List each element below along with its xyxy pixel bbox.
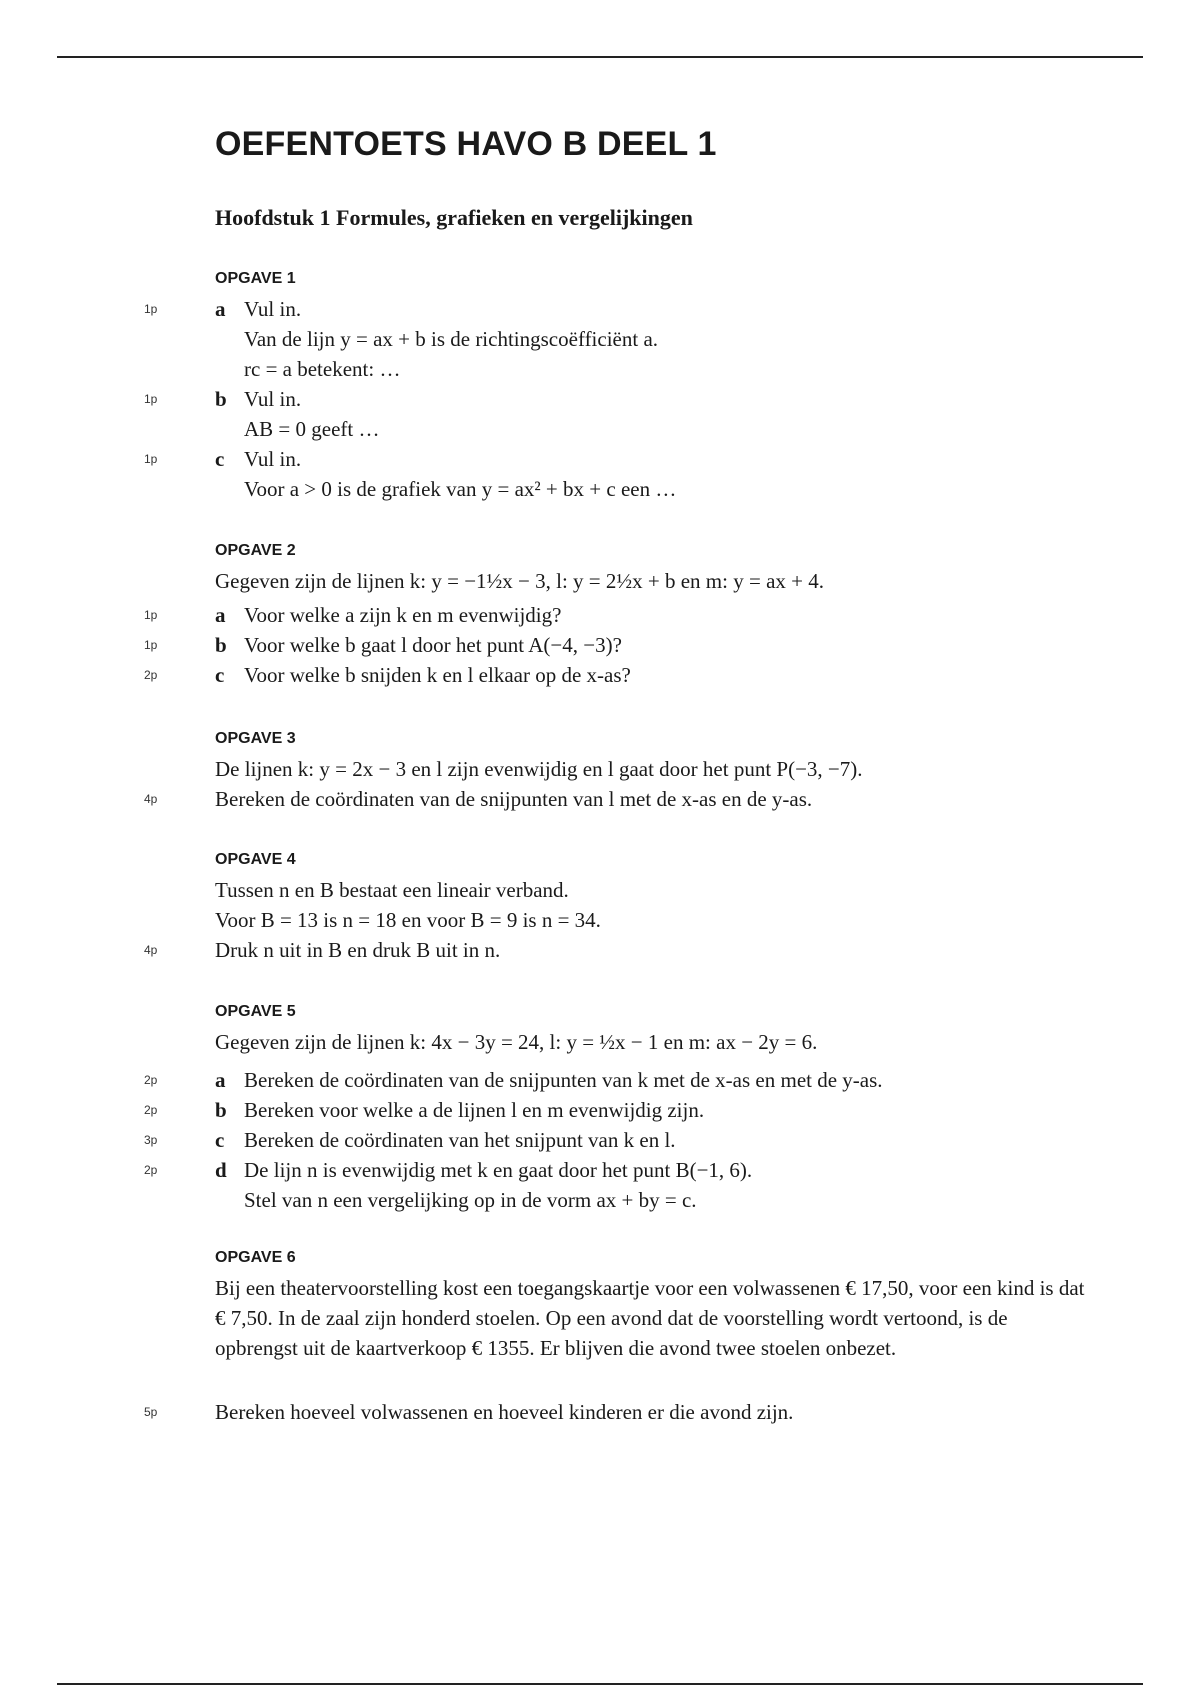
opgave-heading: OPGAVE 6: [215, 1249, 296, 1266]
question-letter: c: [215, 447, 225, 471]
question-line: [0, 905, 1200, 935]
question-text: Voor welke a zijn k en m evenwijdig?: [244, 603, 562, 627]
question-line: [0, 935, 1200, 965]
intro-line: [0, 1027, 1200, 1057]
points: 2p: [144, 1163, 158, 1177]
opgave-heading: OPGAVE 3: [215, 730, 296, 747]
intro-line: [0, 566, 1200, 596]
question-line: [0, 474, 1200, 504]
points: 2p: [144, 1073, 158, 1087]
question-letter: a: [215, 1068, 226, 1092]
opgave-heading: OPGAVE 2: [215, 542, 296, 559]
question-line: [0, 324, 1200, 354]
question-line: [0, 1095, 1200, 1125]
question-text: AB = 0 geeft …: [244, 417, 380, 441]
intro-line: [0, 875, 1200, 905]
question-text: Bereken de coördinaten van de snijpunten van k met de x-as en met de y-as.: [244, 1068, 883, 1092]
document-title: OEFENTOETS HAVO B DEEL 1: [215, 125, 717, 163]
points: 2p: [144, 668, 158, 682]
question-line: [0, 384, 1200, 414]
question-text: Van de lijn y = ax + b is de richtingscoëfficiënt a.: [244, 327, 659, 351]
question-text: Voor welke b snijden k en l elkaar op de x-as?: [244, 663, 631, 687]
question-letter: b: [215, 387, 227, 411]
question-text: Vul in.: [244, 447, 302, 471]
question-line: [0, 1397, 1200, 1427]
points: 4p: [144, 792, 158, 806]
question-text: Druk n uit in B en druk B uit in n.: [215, 938, 501, 962]
points: 1p: [144, 608, 158, 622]
question-text: Voor welke b gaat l door het punt A(−4, −3)?: [244, 633, 622, 657]
question-text: Bereken hoeveel volwassenen en hoeveel kinderen er die avond zijn.: [215, 1400, 794, 1424]
points: 1p: [144, 392, 158, 406]
intro-text: Gegeven zijn de lijnen k: y = −1½x − 3, l: y = 2½x + b en m: y = ax + 4.: [215, 569, 824, 593]
question-line: [0, 600, 1200, 630]
question-letter: c: [215, 1128, 225, 1152]
intro-line: [0, 754, 1200, 784]
opgave-heading: OPGAVE 1: [215, 270, 296, 287]
intro-text: De lijnen k: y = 2x − 3 en l zijn evenwijdig en l gaat door het punt P(−3, −7).: [215, 757, 863, 781]
question-text: Bereken de coördinaten van het snijpunt van k en l.: [244, 1128, 676, 1152]
question-line: [0, 784, 1200, 814]
question-line: [0, 354, 1200, 384]
question-letter: b: [215, 1098, 227, 1122]
question-line: [0, 444, 1200, 474]
question-text: Voor a > 0 is de grafiek van y = ax² + bx + c een …: [244, 477, 677, 501]
opgave-heading: OPGAVE 4: [215, 851, 296, 868]
question-text: De lijn n is evenwijdig met k en gaat door het punt B(−1, 6).: [244, 1158, 753, 1182]
intro-text: Tussen n en B bestaat een lineair verband.: [215, 878, 569, 902]
intro-text: Gegeven zijn de lijnen k: 4x − 3y = 24, l: y = ½x − 1 en m: ax − 2y = 6.: [215, 1030, 818, 1054]
question-letter: a: [215, 297, 226, 321]
bottom-rule: [57, 1683, 1143, 1685]
question-text: Voor B = 13 is n = 18 en voor B = 9 is n = 34.: [215, 908, 601, 932]
intro-paragraph: Bij een theatervoorstelling kost een toegangskaartje voor een volwassenen € 17,50, voor een kind is dat € 7,50. In de zaal zijn honderd stoelen. Op een avond dat de voorstelling wordt vertoond, is de opbrengst uit de kaartverkoop € 1355. Er blijven die avond twee stoelen onbezet.: [215, 1276, 1085, 1360]
question-text: Stel van n een vergelijking op in de vorm ax + by = c.: [244, 1188, 697, 1212]
question-line: [0, 414, 1200, 444]
question-line: [0, 630, 1200, 660]
points: 5p: [144, 1405, 158, 1419]
question-text: Vul in.: [244, 297, 302, 321]
points: 1p: [144, 302, 158, 316]
question-text: Bereken voor welke a de lijnen l en m evenwijdig zijn.: [244, 1098, 705, 1122]
points: 1p: [144, 638, 158, 652]
question-line: [0, 660, 1200, 690]
points: 3p: [144, 1133, 158, 1147]
question-letter: d: [215, 1158, 227, 1182]
question-line: [0, 1155, 1200, 1185]
question-line: [0, 1125, 1200, 1155]
question-text: Bereken de coördinaten van de snijpunten van l met de x-as en de y-as.: [215, 787, 813, 811]
chapter-title: Hoofdstuk 1 Formules, grafieken en vergelijkingen: [215, 205, 693, 230]
opgave-heading: OPGAVE 5: [215, 1003, 296, 1020]
question-text: Vul in.: [244, 387, 302, 411]
question-line: [0, 1185, 1200, 1215]
points: 1p: [144, 452, 158, 466]
top-rule: [57, 56, 1143, 58]
question-letter: c: [215, 663, 225, 687]
question-line: [0, 1065, 1200, 1095]
points: 4p: [144, 943, 158, 957]
question-line: [0, 294, 1200, 324]
question-letter: a: [215, 603, 226, 627]
question-letter: b: [215, 633, 227, 657]
points: 2p: [144, 1103, 158, 1117]
question-text: rc = a betekent: …: [244, 357, 401, 381]
